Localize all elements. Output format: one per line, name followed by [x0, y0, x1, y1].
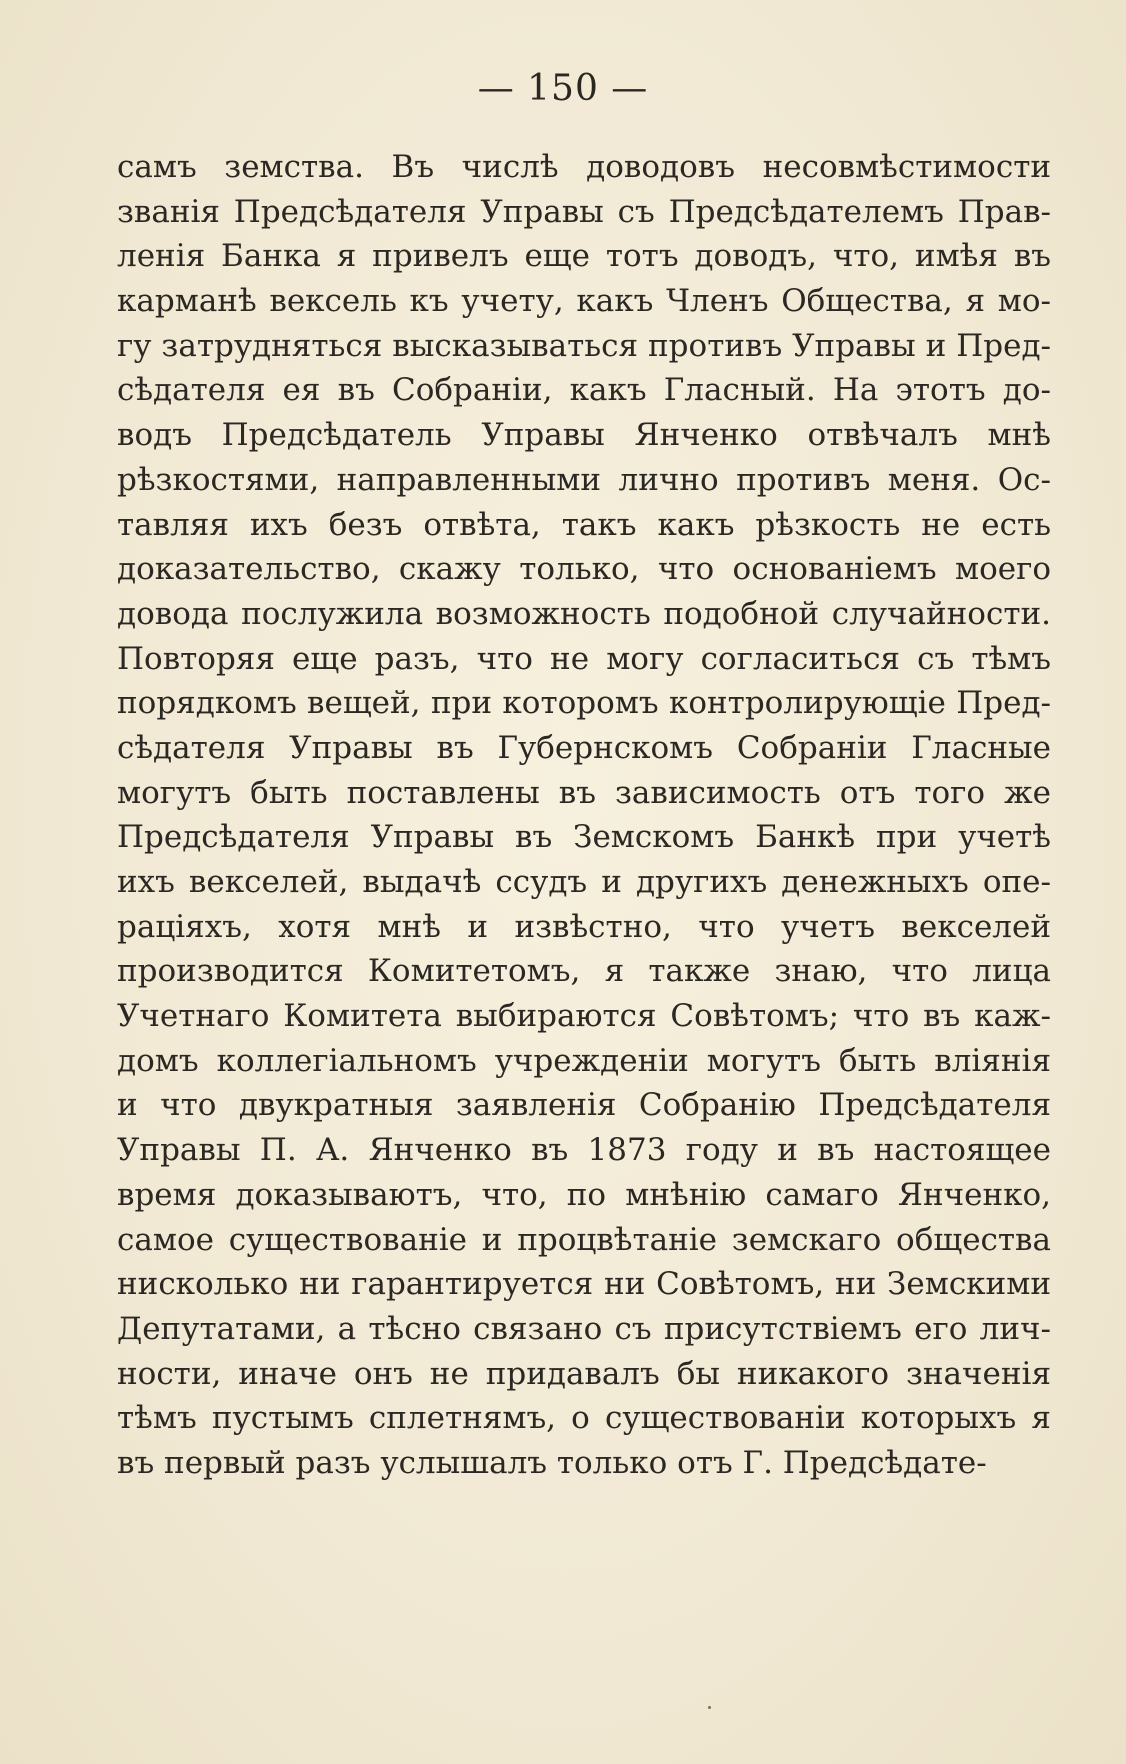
text-line: могутъ быть поставлены въ зависимость отъ того же [117, 774, 1051, 811]
text-line: порядкомъ вещей, при которомъ контролирующіе Пред- [117, 685, 1051, 722]
text-line: въ первый разъ услышалъ только отъ Г. Предсѣдате- [117, 1444, 987, 1481]
paper-speck [708, 1706, 711, 1709]
text-line: самое существованіе и процвѣтаніе земскаго общества [117, 1221, 1051, 1258]
body-text [117, 145, 1051, 1486]
text-line: Депутатами, а тѣсно связано съ присутствіемъ его лич- [117, 1310, 1051, 1347]
text-line: гу затрудняться высказываться противъ Управы и Пред- [117, 327, 1051, 364]
text-line: доказательство, скажу только, что основаніемъ моего [117, 551, 1051, 588]
text-line: Учетнаго Комитета выбираются Совѣтомъ; что въ каж- [117, 998, 1051, 1035]
text-line: ихъ векселей, выдачѣ ссудъ и другихъ денежныхъ опе- [117, 864, 1051, 900]
text-line: производится Комитетомъ, я также знаю, что лица [117, 953, 1051, 990]
text-line: тавляя ихъ безъ отвѣта, такъ какъ рѣзкость не есть [117, 506, 1051, 543]
text-line: карманѣ вексель къ учету, какъ Членъ Общества, я мо- [117, 283, 1051, 320]
text-line: ности, иначе онъ не придавалъ бы никакого значенія [117, 1355, 1051, 1392]
text-line: и что двукратныя заявленія Собранію Предсѣдателя [117, 1087, 1051, 1124]
page-number: — 150 — [477, 68, 649, 109]
text-line: самъ земства. Въ числѣ доводовъ несовмѣстимости [117, 149, 1051, 185]
text-line: раціяхъ, хотя мнѣ и извѣстно, что учетъ векселей [117, 908, 1051, 945]
text-line: сѣдателя Управы въ Губернскомъ Собраніи Гласные [117, 729, 1051, 766]
text-line: довода послужила возможность подобной случайности. [117, 595, 1051, 632]
text-line: домъ коллегіальномъ учрежденіи могутъ быть вліянія [117, 1042, 1051, 1079]
text-line: Управы П. А. Янченко въ 1873 году и въ настоящее [117, 1132, 1051, 1169]
text-line: сѣдателя ея въ Собраніи, какъ Гласный. На этотъ до- [117, 372, 1051, 409]
text-line: время доказываютъ, что, по мнѣнію самаго Янченко, [117, 1176, 1051, 1213]
text-line: Предсѣдателя Управы въ Земскомъ Банкѣ при учетѣ [117, 819, 1051, 856]
text-line: тѣмъ пустымъ сплетнямъ, о существованіи которыхъ я [117, 1400, 1051, 1437]
text-line: Повторяя еще разъ, что не могу согласиться съ тѣмъ [117, 640, 1051, 677]
text-line: рѣзкостями, направленными лично противъ меня. Ос- [117, 461, 1051, 498]
text-line: нисколько ни гарантируется ни Совѣтомъ, ни Земскими [117, 1266, 1051, 1303]
text-line: ленія Банка я привелъ еще тотъ доводъ, что, имѣя въ [117, 238, 1051, 275]
text-line: званія Предсѣдателя Управы съ Предсѣдателемъ Прав- [117, 193, 1051, 230]
text-line: водъ Предсѣдатель Управы Янченко отвѣчалъ мнѣ [117, 417, 1051, 454]
